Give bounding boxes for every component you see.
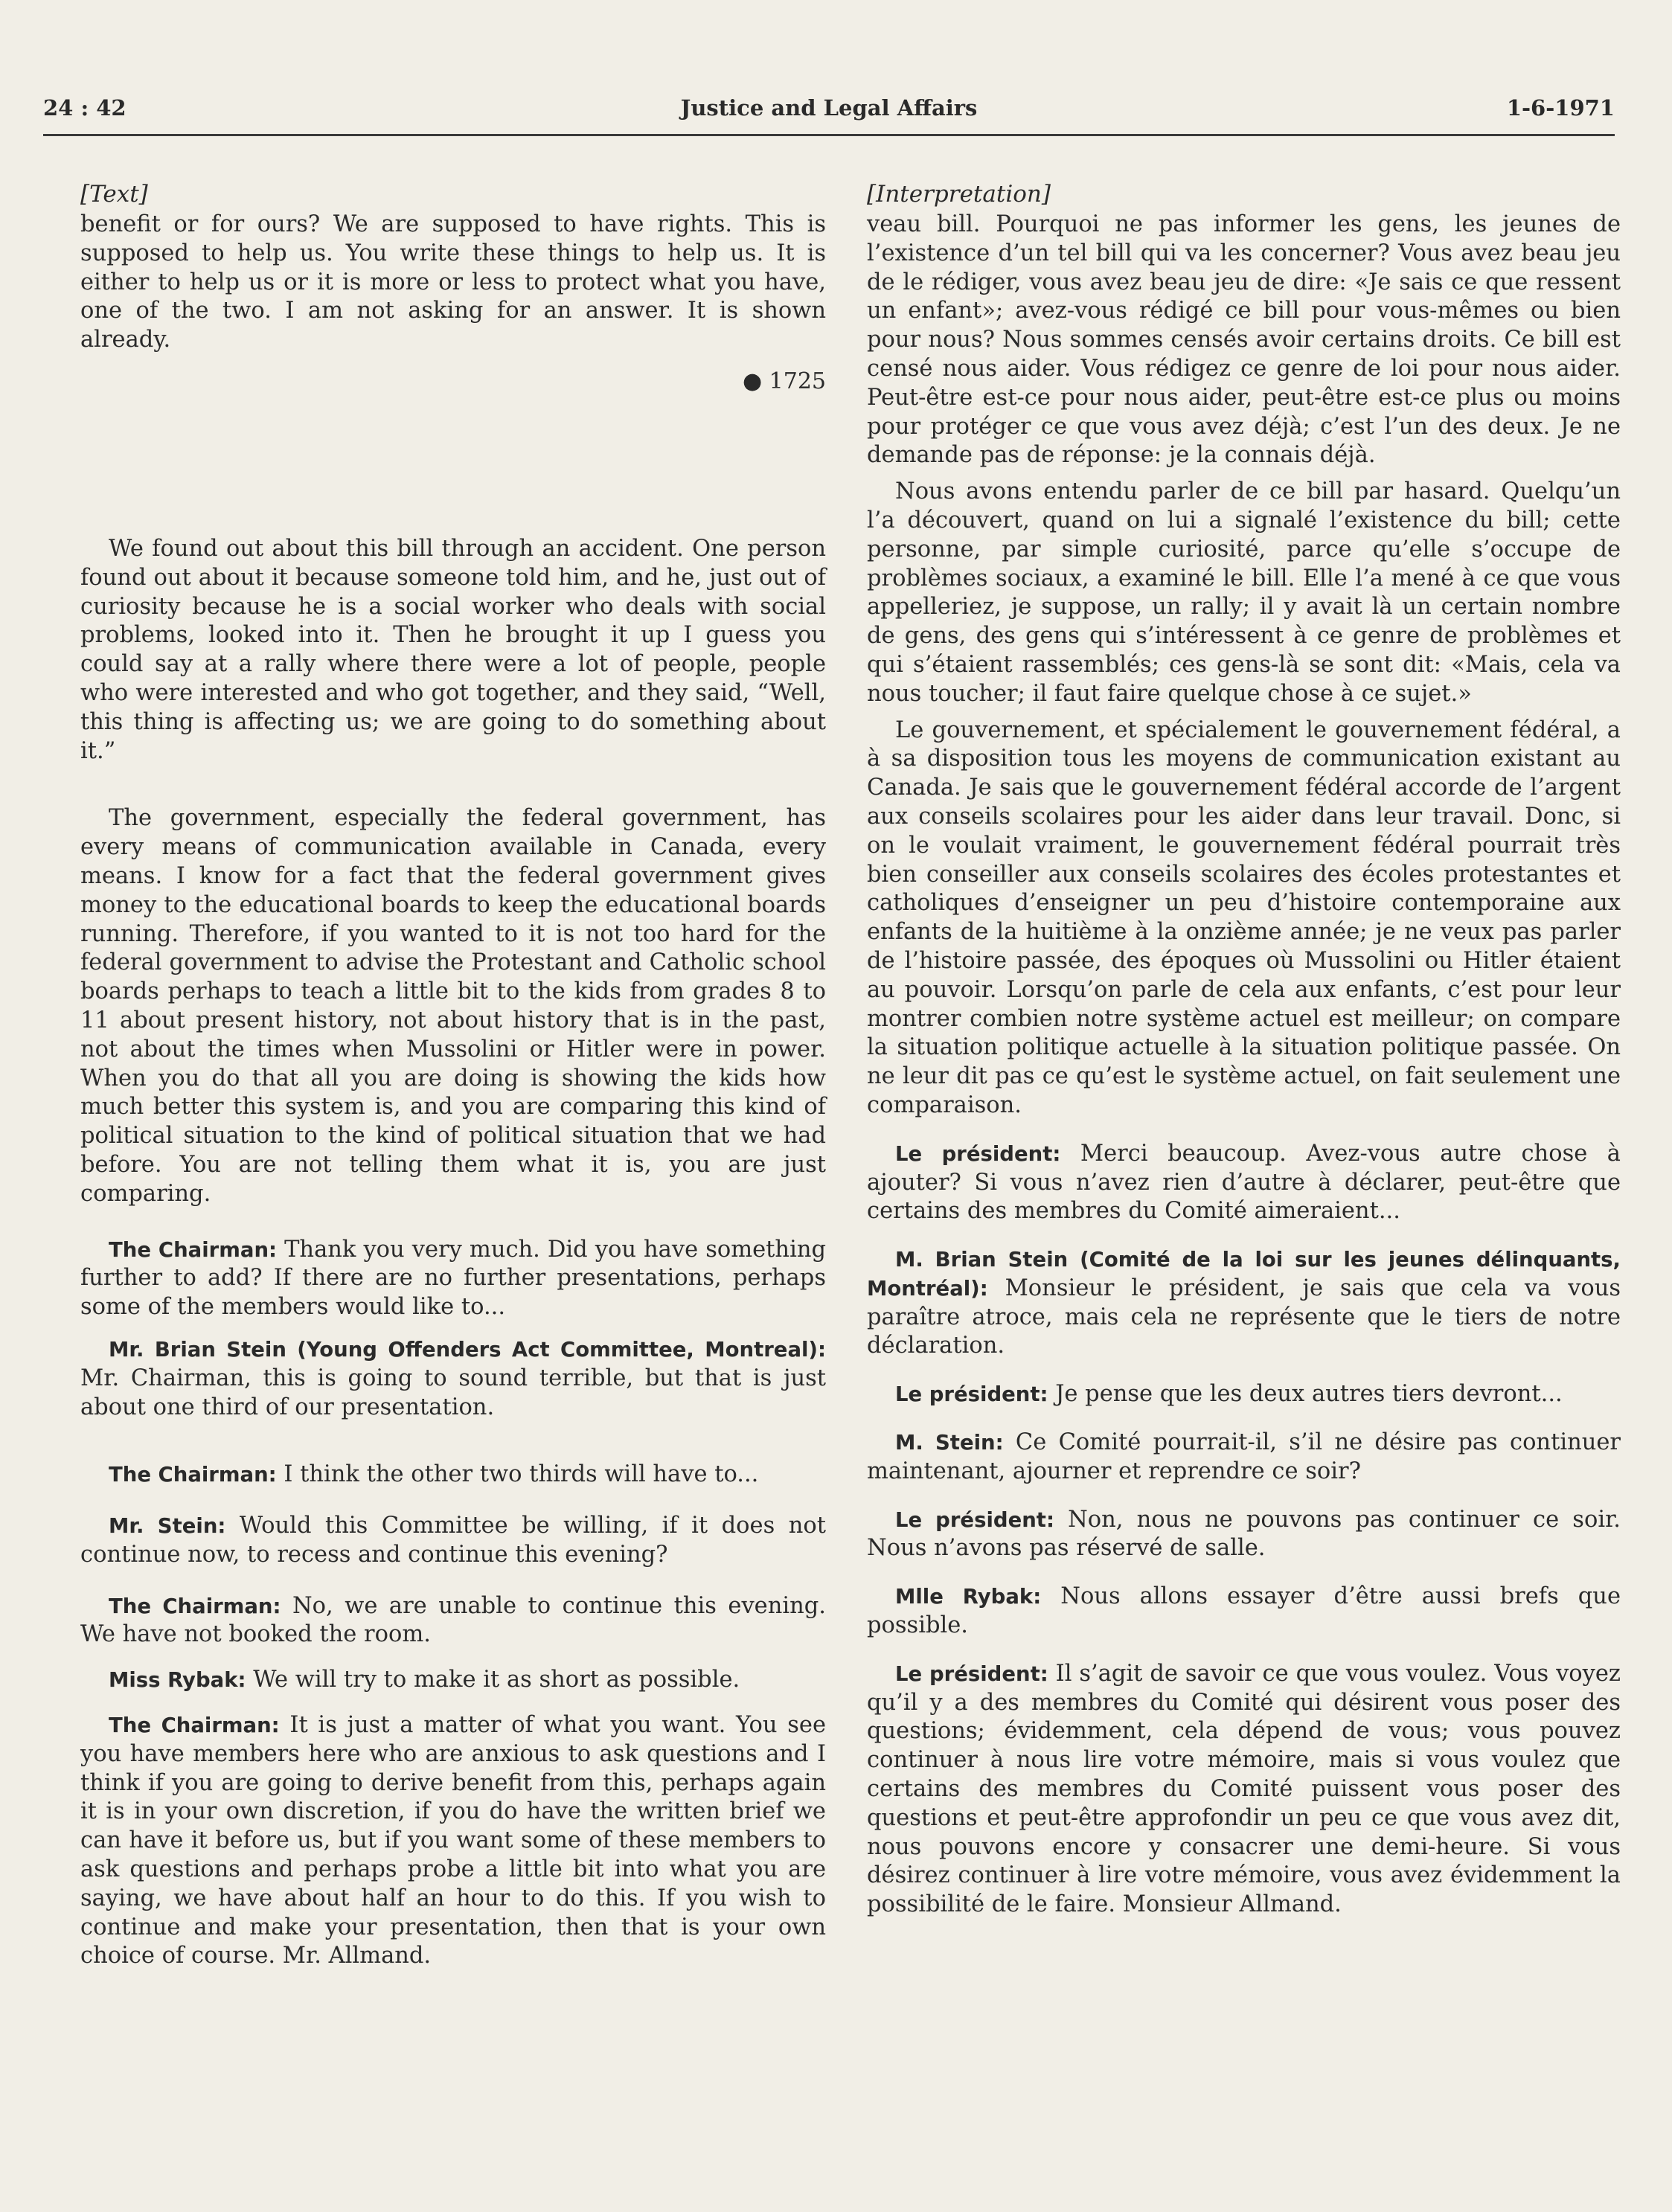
speech-text: It is just a matter of what you want. You see you have members here who are anxious to ask questions and I think if you are going to derive benefit from this, perhaps again it is in your own discretion, if you do have the written brief we can have it before us, but if you want some of these members to ask questions and perhaps probe a little bit into what you are saying, we have about half an hour to do this. If you wish to continue and make your presentation, then that is your own choice of course. Mr. Allmand.	[80, 1712, 826, 1969]
speaker-name: The Chairman:	[109, 1594, 281, 1618]
speaker-name: Le président:	[895, 1382, 1048, 1407]
speech-stein-1	[867, 1246, 1621, 1361]
page-header	[43, 88, 1615, 136]
running-title: Justice and Legal Affairs	[680, 95, 978, 121]
speech-chairman-4	[80, 1711, 826, 1971]
speaker-name: M. Stein:	[895, 1431, 1004, 1455]
speaker-name: Mr. Stein:	[109, 1514, 226, 1539]
speech-text: Would this Committee be willing, if it does not continue now, to recess and continue this evening?	[80, 1513, 826, 1568]
speaker-name: The Chairman:	[109, 1237, 278, 1262]
speech-text: Nous allons essayer d’être aussi brefs que possible.	[867, 1583, 1621, 1639]
speech-chairman-2	[867, 1380, 1621, 1409]
speech-chairman-3	[867, 1506, 1621, 1564]
speech-text: Merci beaucoup. Avez-vous autre chose à ajouter? Si vous n’avez rien d’autre à déclarer, peut-être que certains des membres du Comité aimeraient...	[867, 1140, 1621, 1225]
speech-stein-2	[867, 1429, 1621, 1487]
paragraph-intro: benefit or for ours? We are supposed to have rights. This is supposed to help us. You write these things to help us. It is either to help us or it is more or less to protect what you have, one of the two. I am not asking for an answer. It is shown already.	[80, 211, 826, 353]
paragraph-government: The government, especially the federal government, has every means of communication available in Canada, every means. I know for a fact that the federal government gives money to the educational boards to keep the educational boards running. Therefore, if you wanted to it is not too hard for the federal government to advise the Protestant and Catholic school boards perhaps to teach a little bit to the kids from grades 8 to 11 about present history, not about history that is in the past, not about the times when Mussolini or Hitler were in power. When you do that all you are doing is showing the kids how much better this system is, and you are comparing this kind of political situation to the kind of political situation that we had before. You are not telling them what it is, you are just comparing.	[80, 805, 826, 1207]
speaker-name: Le président:	[895, 1141, 1061, 1166]
speech-text: Ce Comité pourrait-il, s’il ne désire pas continuer maintenant, ajourner et reprendre ce soir?	[867, 1429, 1621, 1484]
paragraph-accident: We found out about this bill through an accident. One person found out about it because someone told him, and he, just out of curiosity because he is a social worker who deals with social problems, looked into it. Then he brought it up I guess you could say at a rally where there were a lot of people, people who were interested and who got together, and they said, “Well, this thing is affecting us; we are going to do something about it.”	[80, 535, 826, 764]
speech-chairman-2	[80, 1461, 826, 1490]
speech-rybak	[867, 1583, 1621, 1641]
speech-chairman-1	[867, 1140, 1621, 1226]
speech-chairman-1	[80, 1236, 826, 1322]
speaker-name: M. Brian Stein (Comité de la loi sur les jeunes délinquants, Montréal):	[867, 1248, 1621, 1301]
paragraph-government: Le gouvernement, et spécialement le gouvernement fédéral, a à sa disposition tous les moyens de communication existant au Canada. Je sais que le gouvernement fédéral accorde de l’argent aux conseils scolaires pour les aider dans leur travail. Donc, si on le voulait vraiment, le gouvernement fédéral pourrait très bien conseiller aux conseils scolaires des écoles protestantes et catholiques d’enseigner un peu d’histoire contemporaine aux enfants de la huitième à la onzième année; je ne veux pas parler de l’histoire passée, des époques où Mussolini ou Hitler étaient au pouvoir. Lorsqu’on parle de cela aux enfants, c’est pour leur montrer combien notre système actuel est meilleur; on compare la situation politique actuelle à la situation politique passée. On ne leur dit pas ce qu’est le système actuel, on fait seulement une comparaison.	[867, 717, 1621, 1118]
speech-stein-2	[80, 1512, 826, 1570]
speaker-name: Mr. Brian Stein (Young Offenders Act Committee, Montreal):	[109, 1337, 826, 1362]
time-marker: ● 1725	[742, 368, 826, 394]
column-label-interpretation: [Interpretation]	[867, 181, 1051, 208]
speaker-name: Le président:	[895, 1661, 1048, 1686]
paragraph-intro: veau bill. Pourquoi ne pas informer les gens, les jeunes de l’existence d’un tel bill qui va les concerner? Vous avez beau jeu de le rédiger, vous avez beau jeu de dire: «Je sais ce que ressent un enfant»; avez-vous rédigé ce bill pour vous-mêmes ou bien pour nous? Nous sommes censés avoir certains droits. Ce bill est censé nous aider. Vous rédigez ce genre de loi pour nous aider. Peut-être est-ce pour nous aider, peut-être est-ce plus ou moins pour protéger ce que vous avez déjà; c’est l’un des deux. Je ne demande pas de réponse: je la connais déjà.	[867, 211, 1621, 469]
paragraph-accident: Nous avons entendu parler de ce bill par hasard. Quelqu’un l’a découvert, quand on lui a signalé l’existence du bill; cette personne, par simple curiosité, parce qu’elle s’occupe de problèmes sociaux, a examiné le bill. Elle l’a mené à ce que vous appelleriez, je suppose, un rally; il y avait là un certain nombre de gens, des gens qui s’intéressent à ce genre de problèmes et qui s’étaient rassemblés; ces gens-là se sont dit: «Mais, cela va nous toucher; il faut faire quelque chose à ce sujet.»	[867, 478, 1621, 707]
speech-text: No, we are unable to continue this evening. We have not booked the room.	[80, 1592, 826, 1648]
speaker-name: The Chairman:	[109, 1714, 280, 1738]
speech-text: Non, nous ne pouvons pas continuer ce soir. Nous n’avons pas réservé de salle.	[867, 1506, 1621, 1562]
speech-text: We will try to make it as short as possible.	[246, 1667, 740, 1693]
french-column	[867, 180, 1621, 1920]
speaker-name: Le président:	[895, 1507, 1054, 1532]
speaker-name: Mlle Rybak:	[895, 1585, 1042, 1609]
speech-chairman-4	[867, 1660, 1621, 1920]
speech-text: Je pense que les deux autres tiers devront...	[1048, 1381, 1563, 1408]
speech-text: Thank you very much. Did you have something further to add? If there are no further presentations, perhaps some of the members would like to...	[80, 1236, 827, 1321]
english-column	[80, 180, 826, 1971]
speech-text: I think the other two thirds will have to...	[276, 1461, 759, 1488]
speech-text: Il s’agit de savoir ce que vous voulez. Vous voyez qu’il y a des membres du Comité qui désirent vous poser des questions; évidemment, cela dépend de vous; vous pouvez continuer à nous lire votre mémoire, mais si vous voulez que certains des membres du Comité puissent vous poser des questions et peut-être approfondir un peu ce que vous avez dit, nous pouvons encore y consacrer une demi-heure. Si vous désirez continuer à lire votre mémoire, vous avez évidemment la possibilité de le faire. Monsieur Allmand.	[867, 1660, 1621, 1918]
speech-text: Monsieur le président, je sais que cela va vous paraître atroce, mais cela ne représente que le tiers de notre déclaration.	[867, 1275, 1621, 1359]
speaker-name: Miss Rybak:	[109, 1668, 246, 1693]
speaker-name: The Chairman:	[109, 1463, 277, 1487]
speech-chairman-3	[80, 1592, 826, 1650]
page-date: 1-6-1971	[1506, 95, 1615, 121]
column-label-text: [Text]	[80, 181, 148, 208]
speech-rybak	[80, 1666, 826, 1695]
speech-stein-1	[80, 1336, 826, 1422]
page-number: 24 : 42	[43, 95, 126, 121]
speech-text: Mr. Chairman, this is going to sound terrible, but that is just about one third of our presentation.	[80, 1365, 826, 1420]
